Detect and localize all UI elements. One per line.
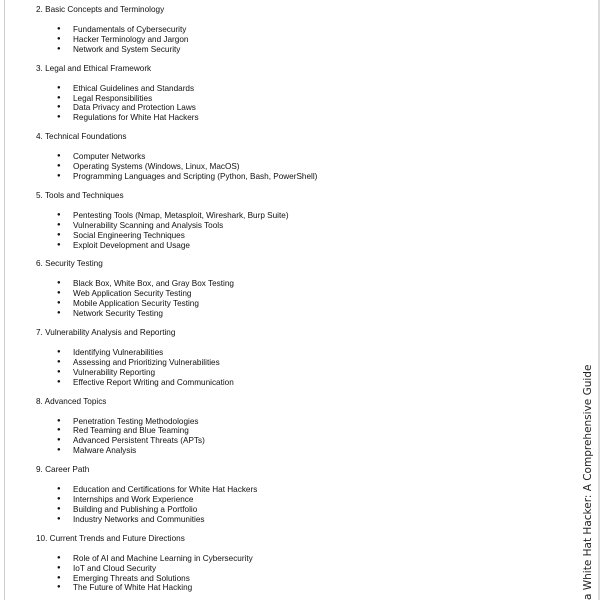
list-item [36, 485, 556, 495]
bullet-icon: ● [57, 84, 61, 91]
list-item [36, 231, 556, 241]
list-item [36, 103, 556, 113]
bullet-icon: ● [57, 241, 61, 248]
bullet-icon: ● [57, 368, 61, 375]
bullet-icon: ● [57, 26, 61, 32]
list-item-text: Assessing and Prioritizing Vulnerabilities [73, 357, 220, 367]
section-item-list [36, 74, 556, 133]
list-item [36, 574, 556, 584]
list-item [36, 309, 556, 319]
section-current-trends [36, 534, 556, 602]
list-item-text: Network and System Security [73, 44, 181, 54]
list-item-text: Legal Responsibilities [73, 93, 153, 103]
section-legal-ethical [36, 64, 556, 133]
section-vulnerability-analysis [36, 328, 556, 397]
list-item [36, 94, 556, 104]
section-technical-foundations [36, 132, 556, 191]
section-title: 10. Current Trends and Future Directions [36, 533, 185, 543]
section-item-list [36, 15, 556, 64]
bullet-icon: ● [57, 104, 61, 111]
bullet-icon: ● [57, 584, 61, 591]
bullet-icon: ● [57, 505, 61, 512]
bullet-icon: ● [57, 231, 61, 238]
list-item [36, 446, 556, 456]
list-item [36, 426, 556, 436]
list-item-text: Identifying Vulnerabilities [73, 348, 164, 358]
list-item-text: Operating Systems (Windows, Linux, MacOS) [73, 162, 240, 172]
list-item-text: Pentesting Tools (Nmap, Metasploit, Wireshark, Burp Suite) [73, 210, 289, 220]
list-item-text: Role of AI and Machine Learning in Cybersecurity [73, 553, 253, 563]
bullet-icon: ● [57, 290, 61, 297]
list-item-text: IoT and Cloud Security [73, 563, 157, 573]
section-security-testing [36, 259, 556, 328]
list-item-text: Red Teaming and Blue Teaming [73, 426, 189, 436]
section-tools-techniques [36, 191, 556, 260]
list-item-text: Penetration Testing Methodologies [73, 416, 199, 426]
bullet-icon: ● [57, 378, 61, 385]
section-item-list [36, 201, 556, 260]
bullet-icon: ● [57, 211, 61, 218]
list-item-text: Social Engineering Techniques [73, 230, 185, 240]
bullet-icon: ● [57, 447, 61, 454]
section-title: 6. Security Testing [36, 259, 103, 269]
bullet-icon: ● [57, 496, 61, 503]
bullet-icon: ● [57, 515, 61, 522]
list-item [36, 505, 556, 515]
bullet-icon: ● [57, 173, 61, 180]
bullet-icon: ● [57, 45, 61, 52]
bullet-icon: ● [57, 554, 61, 561]
bullet-icon: ● [57, 310, 61, 317]
list-item [36, 583, 556, 593]
bullet-icon: ● [57, 94, 61, 101]
list-item [36, 378, 556, 388]
list-item [36, 436, 556, 446]
section-title: 7. Vulnerability Analysis and Reporting [36, 328, 176, 338]
list-item-text: Programming Languages and Scripting (Python, Bash, PowerShell) [73, 172, 318, 182]
list-item [36, 564, 556, 574]
bullet-icon: ● [57, 486, 61, 493]
section-item-list [36, 142, 556, 191]
bullet-icon: ● [57, 417, 61, 424]
bullet-icon: ● [57, 163, 61, 170]
section-title: 3. Legal and Ethical Framework [36, 63, 152, 73]
section-advanced-topics [36, 397, 556, 466]
list-item-text: Regulations for White Hat Hackers [73, 113, 199, 123]
bullet-icon: ● [57, 221, 61, 228]
list-item-text: Hacker Terminology and Jargon [73, 34, 189, 44]
section-title: 9. Career Path [36, 465, 90, 475]
list-item-text: Vulnerability Scanning and Analysis Tools [73, 220, 224, 230]
side-running-title: a White Hat Hacker: A Comprehensive Guide [582, 364, 594, 600]
document-content [36, 5, 556, 602]
list-item-text: Web Application Security Testing [73, 289, 192, 299]
list-item-text: Black Box, White Box, and Gray Box Testing [73, 279, 234, 289]
section-item-list [36, 338, 556, 397]
list-item [36, 113, 556, 123]
list-item-text: Ethical Guidelines and Standards [73, 83, 195, 93]
list-item [36, 554, 556, 564]
bullet-icon: ● [57, 358, 61, 365]
bullet-icon: ● [57, 114, 61, 121]
list-item-text: Vulnerability Reporting [73, 367, 156, 377]
list-item [36, 515, 556, 525]
list-item-text: Education and Certifications for White Hat Hackers [73, 485, 258, 495]
list-item [36, 279, 556, 289]
list-item [36, 348, 556, 358]
list-item-text: Internships and Work Experience [73, 495, 194, 505]
section-title: 4. Technical Foundations [36, 132, 127, 142]
list-item [36, 45, 556, 55]
list-item-text: Emerging Threats and Solutions [73, 573, 190, 583]
bullet-icon: ● [57, 35, 61, 42]
list-item [36, 172, 556, 182]
section-title: 2. Basic Concepts and Terminology [36, 5, 165, 14]
list-item-text: Effective Report Writing and Communication [73, 377, 234, 387]
list-item-text: Industry Networks and Communities [73, 514, 205, 524]
list-item-text: Exploit Development and Usage [73, 240, 190, 250]
section-title: 5. Tools and Techniques [36, 190, 124, 200]
list-item [36, 35, 556, 45]
list-item [36, 299, 556, 309]
section-item-list [36, 544, 556, 602]
bullet-icon: ● [57, 153, 61, 160]
bullet-icon: ● [57, 349, 61, 356]
section-item-list [36, 475, 556, 534]
bullet-icon: ● [57, 437, 61, 444]
bullet-icon: ● [57, 280, 61, 287]
section-career-path [36, 465, 556, 534]
list-item-text: Computer Networks [73, 152, 146, 162]
list-item [36, 162, 556, 172]
list-item [36, 25, 556, 35]
list-item-text: Advanced Persistent Threats (APTs) [73, 436, 205, 446]
list-item [36, 368, 556, 378]
bullet-icon: ● [57, 427, 61, 434]
bullet-icon: ● [57, 574, 61, 581]
list-item-text: Malware Analysis [73, 446, 137, 456]
list-item [36, 152, 556, 162]
list-item [36, 84, 556, 94]
list-item-text: The Future of White Hat Hacking [73, 583, 193, 593]
list-item [36, 358, 556, 368]
list-item-text: Building and Publishing a Portfolio [73, 504, 198, 514]
list-item-text: Fundamentals of Cybersecurity [73, 25, 187, 34]
bullet-icon: ● [57, 300, 61, 307]
section-title: 8. Advanced Topics [36, 396, 107, 406]
list-item [36, 495, 556, 505]
list-item [36, 289, 556, 299]
list-item-text: Mobile Application Security Testing [73, 299, 199, 309]
list-item [36, 221, 556, 231]
page-left-edge [4, 0, 5, 600]
list-item-text: Data Privacy and Protection Laws [73, 103, 196, 113]
list-item [36, 211, 556, 221]
section-item-list [36, 407, 556, 466]
list-item [36, 241, 556, 251]
list-item-text: Network Security Testing [73, 309, 163, 319]
section-basic-concepts [36, 5, 556, 64]
list-item [36, 417, 556, 427]
bullet-icon: ● [57, 564, 61, 571]
section-item-list [36, 269, 556, 328]
